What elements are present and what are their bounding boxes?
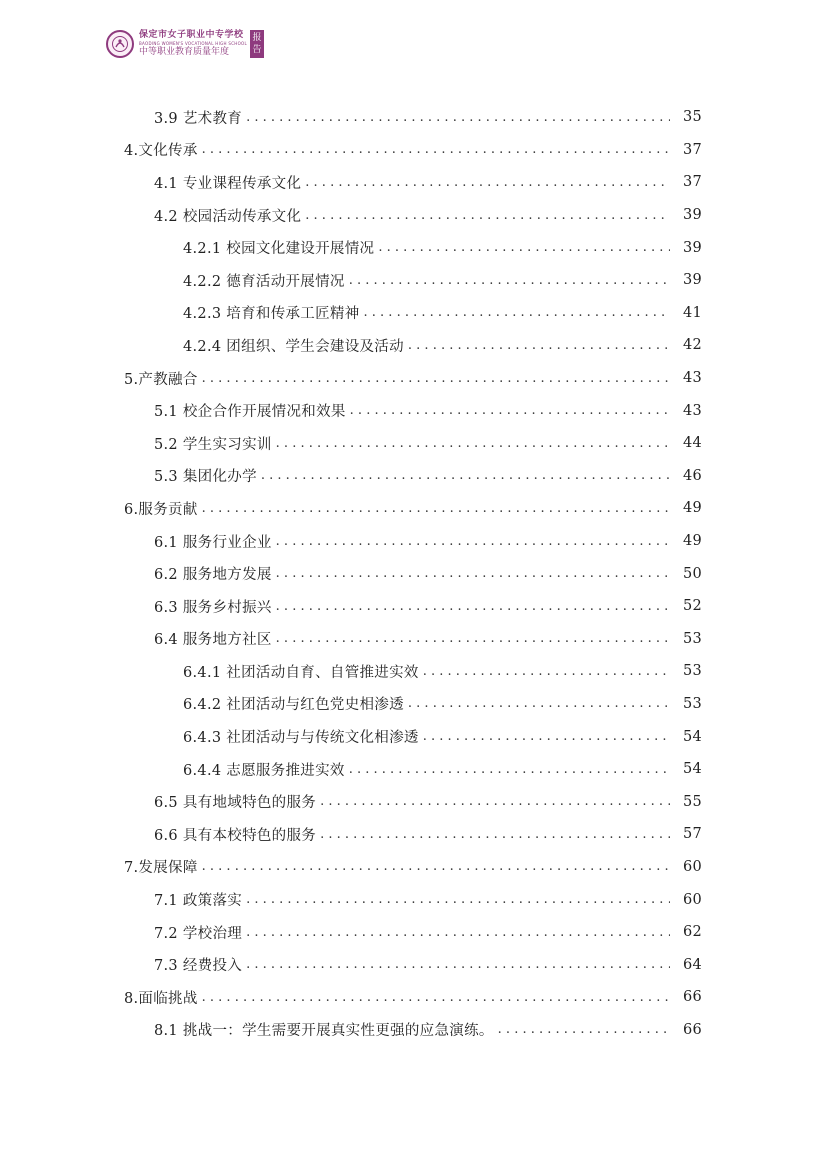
- toc-dot-leader: [202, 990, 670, 1005]
- toc-entry-title: 7.3 经费投入: [154, 958, 243, 975]
- toc-dot-leader: [423, 664, 670, 679]
- toc-dot-leader: [276, 534, 670, 549]
- toc-entry-title: 7.2 学校治理: [154, 925, 243, 942]
- toc-entry-page-number: 46: [682, 467, 702, 484]
- toc-dot-leader: [246, 110, 670, 125]
- toc-entry-page-number: 54: [682, 761, 702, 778]
- toc-entry-page-number: 54: [682, 728, 702, 745]
- toc-entry-page-number: 39: [682, 207, 702, 224]
- toc-dot-leader: [349, 273, 670, 288]
- toc-entry[interactable]: [0, 427, 827, 460]
- toc-entry[interactable]: [0, 590, 827, 623]
- toc-entry[interactable]: [0, 199, 827, 232]
- toc-entry-page-number: 60: [682, 891, 702, 908]
- toc-entry[interactable]: [0, 720, 827, 753]
- toc-entry[interactable]: [0, 688, 827, 721]
- toc-entry-page-number: 41: [682, 304, 702, 321]
- toc-entry[interactable]: [0, 785, 827, 818]
- toc-entry[interactable]: [0, 134, 827, 167]
- toc-entry-page-number: 39: [682, 272, 702, 289]
- toc-dot-leader: [261, 468, 670, 483]
- toc-entry-title: 5.产教融合: [124, 371, 198, 388]
- toc-dot-leader: [246, 957, 670, 972]
- toc-entry-title: 6.4 服务地方社区: [154, 632, 272, 649]
- toc-dot-leader: [408, 338, 670, 353]
- toc-dot-leader: [246, 925, 670, 940]
- toc-dot-leader: [498, 1022, 670, 1037]
- toc-entry-title: 4.2.4 团组织、学生会建设及活动: [183, 338, 404, 355]
- toc-entry-page-number: 39: [682, 239, 702, 256]
- toc-entry-title: 6.2 服务地方发展: [154, 567, 272, 584]
- toc-entry-title: 6.4.2 社团活动与红色党史相渗透: [183, 697, 404, 714]
- toc-entry[interactable]: [0, 297, 827, 330]
- toc-entry[interactable]: [0, 394, 827, 427]
- toc-entry-page-number: 66: [682, 989, 702, 1006]
- toc-dot-leader: [202, 859, 670, 874]
- toc-dot-leader: [276, 566, 670, 581]
- toc-entry-page-number: 53: [682, 630, 702, 647]
- toc-entry-page-number: 53: [682, 695, 702, 712]
- toc-entry-page-number: 44: [682, 435, 702, 452]
- toc-entry-title: 5.1 校企合作开展情况和效果: [154, 404, 346, 421]
- toc-entry[interactable]: [0, 753, 827, 786]
- toc-entry-title: 4.2.3 培育和传承工匠精神: [183, 306, 360, 323]
- toc-dot-leader: [276, 599, 670, 614]
- toc-dot-leader: [202, 501, 670, 516]
- school-name-cn: 保定市女子职业中专学校: [139, 30, 244, 40]
- toc-entry-page-number: 49: [682, 500, 702, 517]
- school-name-en: BAODING WOMEN'S VOCATIONAL HIGH SCHOOL: [139, 41, 248, 46]
- toc-entry-page-number: 35: [682, 109, 702, 126]
- toc-entry-title: 5.3 集团化办学: [154, 469, 257, 486]
- toc-entry[interactable]: [0, 818, 827, 851]
- toc-entry-page-number: 53: [682, 663, 702, 680]
- toc-entry[interactable]: [0, 362, 827, 395]
- toc-entry[interactable]: [0, 460, 827, 493]
- toc-entry-title: 6.1 服务行业企业: [154, 534, 272, 551]
- toc-entry-title: 4.文化传承: [124, 143, 198, 160]
- toc-entry[interactable]: [0, 264, 827, 297]
- toc-entry-title: 5.2 学生实习实训: [154, 436, 272, 453]
- toc-entry-title: 6.6 具有本校特色的服务: [154, 827, 317, 844]
- toc-entry-page-number: 62: [682, 924, 702, 941]
- toc-dot-leader: [364, 305, 670, 320]
- school-name-block: [139, 31, 247, 57]
- badge-top-char: 报: [252, 33, 262, 43]
- toc-entry-title: 6.4.4 志愿服务推进实效: [183, 762, 345, 779]
- toc-entry[interactable]: [0, 948, 827, 981]
- toc-dot-leader: [305, 208, 670, 223]
- toc-entry-page-number: 52: [682, 598, 702, 615]
- toc-dot-leader: [276, 436, 670, 451]
- toc-entry-page-number: 57: [682, 826, 702, 843]
- toc-entry-title: 4.2 校园活动传承文化: [154, 208, 302, 225]
- toc-entry[interactable]: [0, 981, 827, 1014]
- toc-dot-leader: [349, 762, 670, 777]
- toc-dot-leader: [246, 892, 670, 907]
- toc-entry[interactable]: [0, 329, 827, 362]
- toc-entry-page-number: 60: [682, 858, 702, 875]
- toc-entry[interactable]: [0, 525, 827, 558]
- toc-entry[interactable]: [0, 231, 827, 264]
- toc-entry[interactable]: [0, 1014, 827, 1047]
- toc-entry[interactable]: [0, 655, 827, 688]
- toc-dot-leader: [202, 371, 670, 386]
- toc-dot-leader: [202, 142, 670, 157]
- toc-dot-leader: [305, 175, 670, 190]
- toc-entry-page-number: 55: [682, 793, 702, 810]
- school-logo-icon: [106, 30, 134, 58]
- toc-entry-page-number: 43: [682, 402, 702, 419]
- report-badge: [250, 30, 264, 58]
- toc-entry-page-number: 66: [682, 1021, 702, 1038]
- toc-entry-title: 6.4.1 社团活动自育、自管推进实效: [183, 664, 419, 681]
- table-of-contents: [0, 101, 827, 1046]
- toc-entry-title: 8.面临挑战: [124, 990, 198, 1007]
- toc-entry-page-number: 64: [682, 956, 702, 973]
- toc-entry-page-number: 42: [682, 337, 702, 354]
- toc-entry-title: 3.9 艺术教育: [154, 110, 243, 127]
- toc-entry-title: 8.1 挑战一：学生需要开展真实性更强的应急演练。: [154, 1023, 494, 1040]
- toc-entry-title: 7.发展保障: [124, 860, 198, 877]
- toc-entry[interactable]: [0, 851, 827, 884]
- toc-entry-page-number: 37: [682, 141, 702, 158]
- toc-entry-title: 4.2.1 校园文化建设开展情况: [183, 241, 375, 258]
- toc-dot-leader: [350, 403, 670, 418]
- toc-dot-leader: [378, 240, 670, 255]
- toc-entry-title: 4.2.2 德育活动开展情况: [183, 273, 345, 290]
- toc-entry-title: 4.1 专业课程传承文化: [154, 175, 302, 192]
- badge-bottom-char: 告: [252, 45, 262, 55]
- toc-dot-leader: [320, 827, 670, 842]
- toc-entry[interactable]: [0, 101, 827, 134]
- toc-entry-page-number: 50: [682, 565, 702, 582]
- toc-entry[interactable]: [0, 166, 827, 199]
- toc-entry-title: 7.1 政策落实: [154, 893, 243, 910]
- toc-entry[interactable]: [0, 916, 827, 949]
- report-header: [106, 30, 264, 58]
- toc-entry-title: 6.3 服务乡村振兴: [154, 599, 272, 616]
- report-subtitle: 中等职业教育质量年度: [139, 47, 230, 57]
- toc-entry[interactable]: [0, 492, 827, 525]
- toc-entry[interactable]: [0, 623, 827, 656]
- toc-dot-leader: [276, 631, 670, 646]
- toc-entry-title: 6.服务贡献: [124, 501, 198, 518]
- toc-dot-leader: [320, 794, 670, 809]
- toc-entry[interactable]: [0, 883, 827, 916]
- toc-dot-leader: [408, 696, 670, 711]
- toc-entry[interactable]: [0, 557, 827, 590]
- toc-entry-page-number: 43: [682, 370, 702, 387]
- toc-entry-page-number: 37: [682, 174, 702, 191]
- toc-entry-title: 6.4.3 社团活动与与传统文化相渗透: [183, 730, 419, 747]
- toc-dot-leader: [423, 729, 670, 744]
- toc-entry-title: 6.5 具有地域特色的服务: [154, 795, 317, 812]
- toc-entry-page-number: 49: [682, 533, 702, 550]
